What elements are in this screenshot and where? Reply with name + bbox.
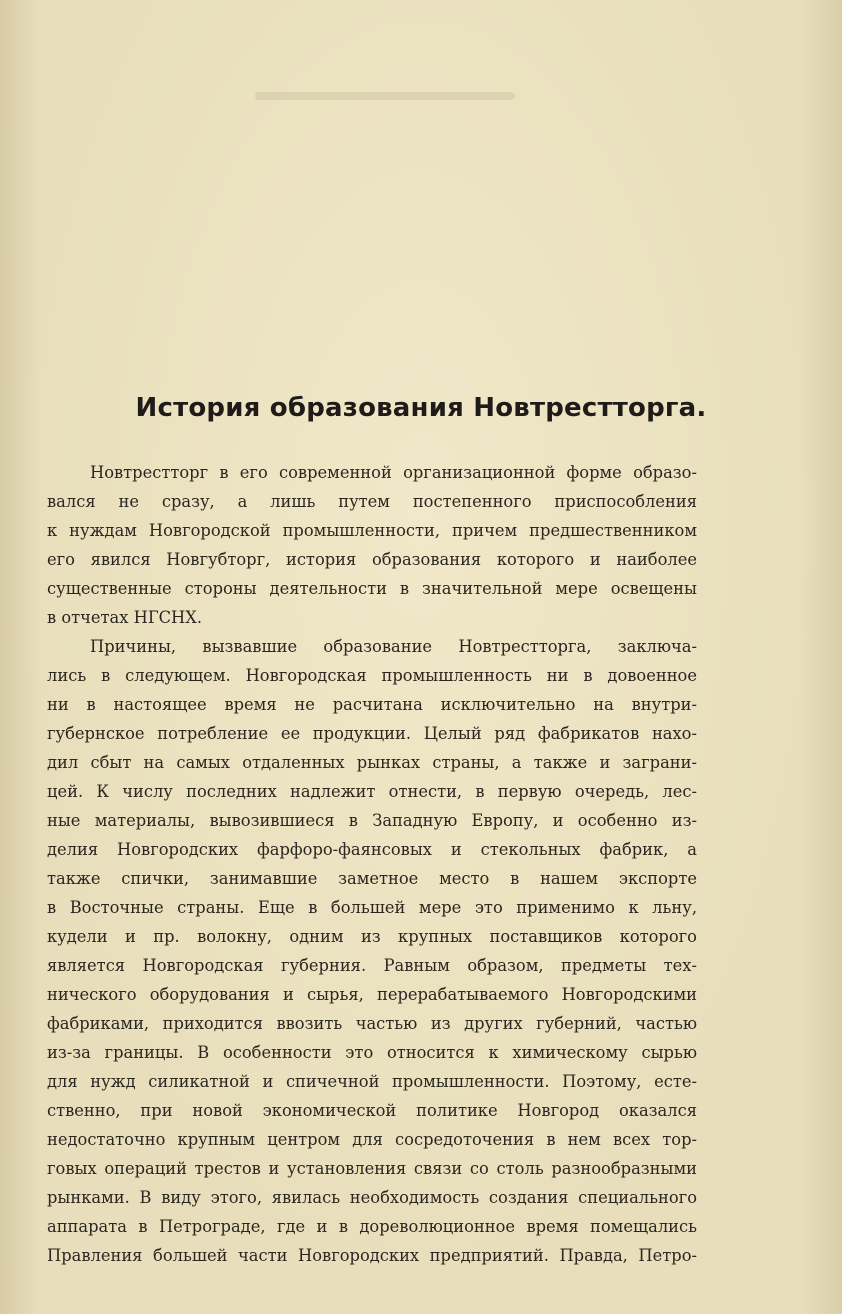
text-line: нического оборудования и сырья, перерабатываемого Новгородскими (47, 985, 697, 1004)
text-line: из-за границы. В особенности это относится к химическому сырью (47, 1043, 697, 1062)
text-line: лись в следующем. Новгородская промышленность ни в довоенное (47, 666, 697, 685)
text-line: делия Новгородских фарфоро-фаянсовых и стекольных фабрик, а (47, 840, 697, 859)
text-line: кудели и пр. волокну, одним из крупных поставщиков которого (47, 927, 697, 946)
text-line: говых операций трестов и установления связи со столь разнообразными (47, 1159, 697, 1178)
text-line: цей. К числу последних надлежит отнести, в первую очередь, лес- (47, 782, 697, 801)
text-line: фабриками, приходится ввозить частью из других губерний, частью (47, 1014, 697, 1033)
text-line: существенные стороны деятельности в значительной мере освещены (47, 579, 697, 598)
text-line: ные материалы, вывозившиеся в Западную Европу, и особенно из- (47, 811, 697, 830)
text-line: Правления большей части Новгородских предприятий. Правда, Петро- (47, 1246, 697, 1265)
page-title: История образования Новтрестторга. (135, 393, 707, 423)
text-line: является Новгородская губерния. Равным образом, предметы тех- (47, 956, 697, 975)
text-line: в Восточные страны. Еще в большей мере это применимо к льну, (47, 898, 697, 917)
text-line: его явился Новгубторг, история образования которого и наиболее (47, 550, 697, 569)
text-line: ственно, при новой экономической политике Новгород оказался (47, 1101, 697, 1120)
text-line: губернское потребление ее продукции. Целый ряд фабрикатов нахо- (47, 724, 697, 743)
text-line: ни в настоящее время не расчитана исключительно на внутри- (47, 695, 697, 714)
text-line: к нуждам Новгородской промышленности, причем предшественником (47, 521, 697, 540)
text-line: вался не сразу, а лишь путем постепенного приспособления (47, 492, 697, 511)
text-line: недостаточно крупным центром для сосредоточения в нем всех тор- (47, 1130, 697, 1149)
text-line: Причины, вызвавшие образование Новтрестторга, заключа- (90, 637, 697, 656)
body-text (47, 458, 697, 1270)
text-line: аппарата в Петрограде, где и в дореволюционное время помещались (47, 1217, 697, 1236)
text-line: рынками. В виду этого, явилась необходимость создания специального (47, 1188, 697, 1207)
text-line: Новтрестторг в его современной организационной форме образо- (90, 463, 697, 482)
show-through-decoration (60, 80, 710, 380)
text-line: в отчетах НГСНХ. (47, 608, 203, 627)
text-line: дил сбыт на самых отдаленных рынках страны, а также и заграни- (47, 753, 697, 772)
text-line: для нужд силикатной и спичечной промышленности. Поэтому, есте- (47, 1072, 697, 1091)
text-line: также спички, занимавшие заметное место в нашем экспорте (47, 869, 697, 888)
